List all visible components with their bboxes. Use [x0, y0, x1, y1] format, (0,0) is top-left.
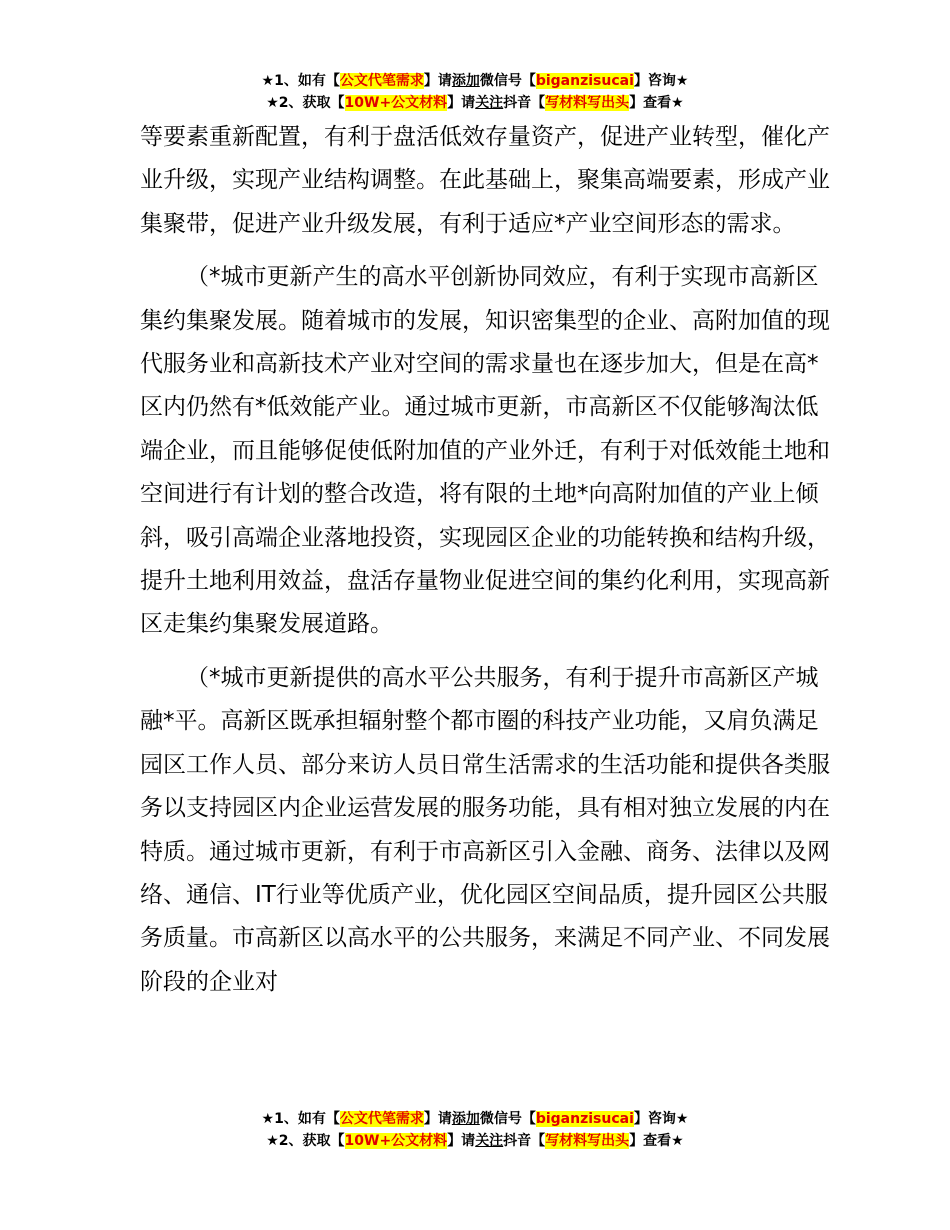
document-body	[140, 116, 830, 1004]
footer-banner	[0, 1108, 950, 1152]
header-line-2-prefix: ★2、获取【	[266, 95, 345, 111]
footer-line-2-prefix: ★2、获取【	[266, 1133, 345, 1149]
header-line-2-highlight-materials: 10W+公文材料	[344, 95, 448, 111]
footer-line-1-underlined: 添加	[451, 1111, 480, 1127]
header-line-1	[0, 70, 950, 92]
paragraph-2: （*城市更新产生的高水平创新协同效应，有利于实现市高新区集约集聚发展。随着城市的发展，知识密集型的企业、高附加值的现代服务业和高新技术产业对空间的需求量也在逐步加大，但是在高*区内仍然有*低效能产业。通过城市更新，市高新区不仅能够淘汰低端企业，而且能够促使低附加值的产业外迁，有利于对低效能土地和空间进行有计划的整合改造，将有限的土地*向高附加值的产业上倾斜，吸引高端企业落地投资，实现园区企业的功能转换和结构升级，提升土地利用效益，盘活存量物业促进空间的集约化利用，实现高新区走集约集聚发展道路。	[140, 264, 830, 638]
footer-line-2-highlight-douyin: 写材料写出头	[545, 1133, 630, 1149]
header-line-2-highlight-douyin: 写材料写出头	[545, 95, 630, 111]
header-line-2-suffix: 】查看★	[629, 95, 684, 111]
footer-line-1-suffix: 】咨询★	[633, 1111, 689, 1127]
header-line-2-mid2: 抖音【	[503, 95, 546, 111]
footer-line-1-mid2: 微信号【	[479, 1111, 536, 1127]
footer-line-2	[0, 1130, 950, 1152]
header-line-2-underlined: 关注	[475, 95, 504, 111]
paragraph-3: （*城市更新提供的高水平公共服务，有利于提升市高新区产城融*平。高新区既承担辐射整个都市圈的科技产业功能，又肩负满足园区工作人员、部分来访人员日常生活需求的生活功能和提供各类服务以支持园区内企业运营发展的服务功能，具有相对独立发展的内在特质。通过城市更新，有利于市高新区引入金融、商务、法律以及网络、通信、IT行业等优质产业，优化园区空间品质，提升园区公共服务质量。市高新区以高水平的公共服务，来满足不同产业、不同发展阶段的企业对	[140, 664, 830, 995]
header-banner	[0, 70, 950, 114]
footer-line-1	[0, 1108, 950, 1130]
header-line-1-suffix: 】咨询★	[633, 73, 689, 89]
header-line-1-highlight-wechat: biganzisucai	[535, 73, 634, 89]
header-line-2	[0, 92, 950, 114]
header-line-1-underlined: 添加	[451, 73, 480, 89]
header-line-1-prefix: ★1、如有【	[261, 73, 340, 89]
footer-line-1-mid: 】请	[423, 1111, 452, 1127]
header-line-1-mid: 】请	[423, 73, 452, 89]
footer-line-2-suffix: 】查看★	[629, 1133, 684, 1149]
footer-line-1-prefix: ★1、如有【	[261, 1111, 340, 1127]
footer-line-2-mid: 】请	[447, 1133, 476, 1149]
footer-line-1-highlight-wechat: biganzisucai	[535, 1111, 634, 1127]
header-line-1-mid2: 微信号【	[479, 73, 536, 89]
header-line-1-highlight-service: 公文代笔需求	[339, 73, 424, 89]
paragraph-1: 等要素重新配置，有利于盘活低效存量资产，促进产业转型，催化产业升级，实现产业结构调整。在此基础上，聚集高端要素，形成产业集聚带，促进产业升级发展，有利于适应*产业空间形态的需求。	[140, 124, 830, 237]
footer-line-2-underlined: 关注	[475, 1133, 504, 1149]
footer-line-1-highlight-service: 公文代笔需求	[339, 1111, 424, 1127]
footer-line-2-mid2: 抖音【	[503, 1133, 546, 1149]
footer-line-2-highlight-materials: 10W+公文材料	[344, 1133, 448, 1149]
header-line-2-mid: 】请	[447, 95, 476, 111]
